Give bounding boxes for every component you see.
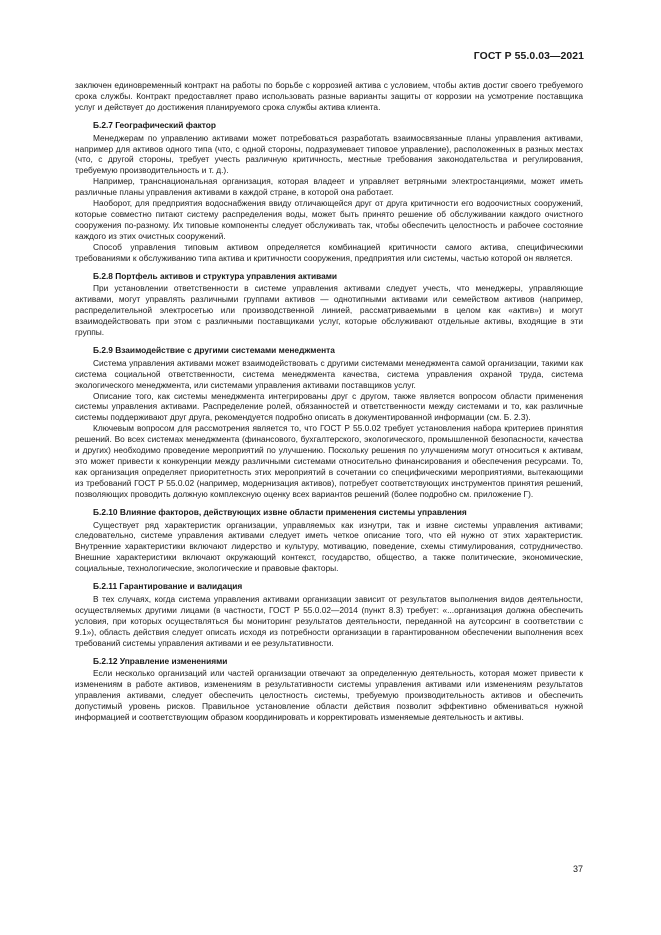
paragraph: Наоборот, для предприятия водоснабжения ввиду отличающейся друг от друга критичности его водоочистных сооружений, которые совместно питают систему распределения воды, может быть принято решение об обслуживании каждого очистного сооружения по-разному. Их типовые компоненты следует обслуживать так, чтобы обеспечить целостность и рабочее состояние каждого из этих очистных сооружений. <box>75 198 583 241</box>
section-b27-geographic-factor <box>75 120 583 264</box>
section-b212-change-management <box>75 656 583 723</box>
section-heading: Б.2.12 Управление изменениями <box>93 655 228 666</box>
section-heading: Б.2.11 Гарантирование и валидация <box>93 581 243 592</box>
page-number: 37 <box>572 864 583 874</box>
paragraph: Менеджерам по управлению активами может потребоваться разработать взаимосвязанные планы управления активами, например для активов одного типа (что, с одной стороны, подразумевает типовое управление), расположенных в разных местах (что, с другой стороны, требует учесть различную критичность, местные требования законодательства и регулирования, требуемую производительность и т. д.). <box>75 132 583 176</box>
section-heading: Б.2.9 Взаимодействие с другими системами менеджмента <box>93 344 335 355</box>
paragraph: Если несколько организаций или частей организации отвечают за определенную деятельность, которая может привести к изменениям в работе активов, изменениям в результативности системы управления активами или изменениям результатов управления активами, следует обеспечить целостность системы, требуемую производительность активов и обеспечить допустимый уровень рисков. Правильное установление области действия позволит эффективно обмениваться нужной информацией и соответствующим образом координировать и корректировать изменяемые деятельность и активы. <box>75 668 583 723</box>
paragraph: При установлении ответственности в системе управления активами следует учесть, что менеджеры, управляющие активами, могут управлять различными группами активов — однотипными активами или семейством активов (например, распределительной электросетью или производственной линией, рассматриваемыми в целом как «актив») и могут взаимодействовать при этом с различными поставщиками услуг, которые обслуживают отдельные активы, входящие в эти группы. <box>75 283 583 338</box>
paragraph: В тех случаях, когда система управления активами организации зависит от результатов выполнения видов деятельности, осуществляемых другими лицами (в частности, ГОСТ Р 55.0.02—2014 (пункт 8.3) требует: «...организация должна обеспечить условия, при которых осуществляться бы мониторинг результатов деятельности, переданной на аутсорсинг в соответствии с 9.1»), область действия следует описать исходя из потребности организации в гарантированном обеспечении выполнения всех требований системы управления активами и ее результативности. <box>75 593 583 648</box>
paragraph: Описание того, как системы менеджмента интегрированы друг с другом, также является вопросом области применения системы управления активами. Распределение ролей, обязанностей и ответственности между системами и то, как различные системы поддерживают друг друга, рекомендуется подробно описать в документированной информации (см. Б. 2.3). <box>75 390 583 423</box>
page-header-standard: ГОСТ Р 55.0.03—2021 <box>473 51 584 62</box>
section-heading: Б.2.10 Влияние факторов, действующих извне области применения системы управления <box>93 506 467 517</box>
section-heading: Б.2.8 Портфель активов и структура управления активами <box>93 270 338 281</box>
section-b29-management-systems-interaction <box>75 345 583 500</box>
paragraph: Ключевым вопросом для рассмотрения является то, что ГОСТ Р 55.0.02 требует установления набора критериев принятия решений. Во всех системах менеджмента (финансового, бухгалтерского, экологического, промышленной безопасности, качества и других) необходимо проведение мероприятий по улучшению. Поскольку решения по улучшениям могут относиться к активам, это может привести к конкуренции между различными системами относительно финансирования и обеспечения ресурсами. То, как организация определяет приоритетность этих мероприятий в сочетании со специфическими мероприятиями, вытекающими из требований ГОСТ Р 55.0.02 (например, модернизация активов), потребует соответствующих инструментов принятия решений, позволяющих проводить должную комплексную оценку всех вариантов решений (более подробно см. приложение Г). <box>75 423 583 499</box>
intro-paragraph: заключен единовременный контракт на работы по борьбе с коррозией актива с условием, чтобы актив достиг своего требуемого срока службы. Контракт предоставляет право использовать разные варианты защиты от коррозии на усмотрение поставщика услуг и действует до достижения планируемого срока службы актива клиента. <box>75 80 583 112</box>
paragraph: Способ управления типовым активом определяется комбинацией критичности самого актива, специфическими требованиями к обслуживанию типа актива и критичности сооружения, предприятия или системы, частью которой он является. <box>75 241 583 263</box>
paragraph: Существует ряд характеристик организации, управляемых как изнутри, так и извне системы управления активами; следовательно, системе управления активами следует иметь четкое описание того, что ей нужно от этих характеристик. Внутренние характеристики включают лидерство и культуру, мотивацию, поведение, схемы стимулирования, сотрудничество. Внешние характеристики включают окружающий контекст, государство, общество, а также политические, экономические, социальные, технологические, экологические и правовые факторы. <box>75 519 583 574</box>
section-heading: Б.2.7 Географический фактор <box>93 119 216 130</box>
document-body <box>75 80 583 723</box>
section-b211-assurance-validation <box>75 581 583 648</box>
section-b210-external-factors <box>75 507 583 574</box>
paragraph: Например, транснациональная организация, которая владеет и управляет ветряными электростанциями, может иметь различные планы управления активами в каждой стране, в которой она работает. <box>75 176 583 198</box>
section-b28-asset-portfolio <box>75 271 583 338</box>
paragraph: Система управления активами может взаимодействовать с другими системами менеджмента самой организации, такими как система социальной ответственности, система менеджмента качества, система управления охраной труда, система экологического менеджмента, или системами управления активами поставщиков услуг. <box>75 357 583 390</box>
